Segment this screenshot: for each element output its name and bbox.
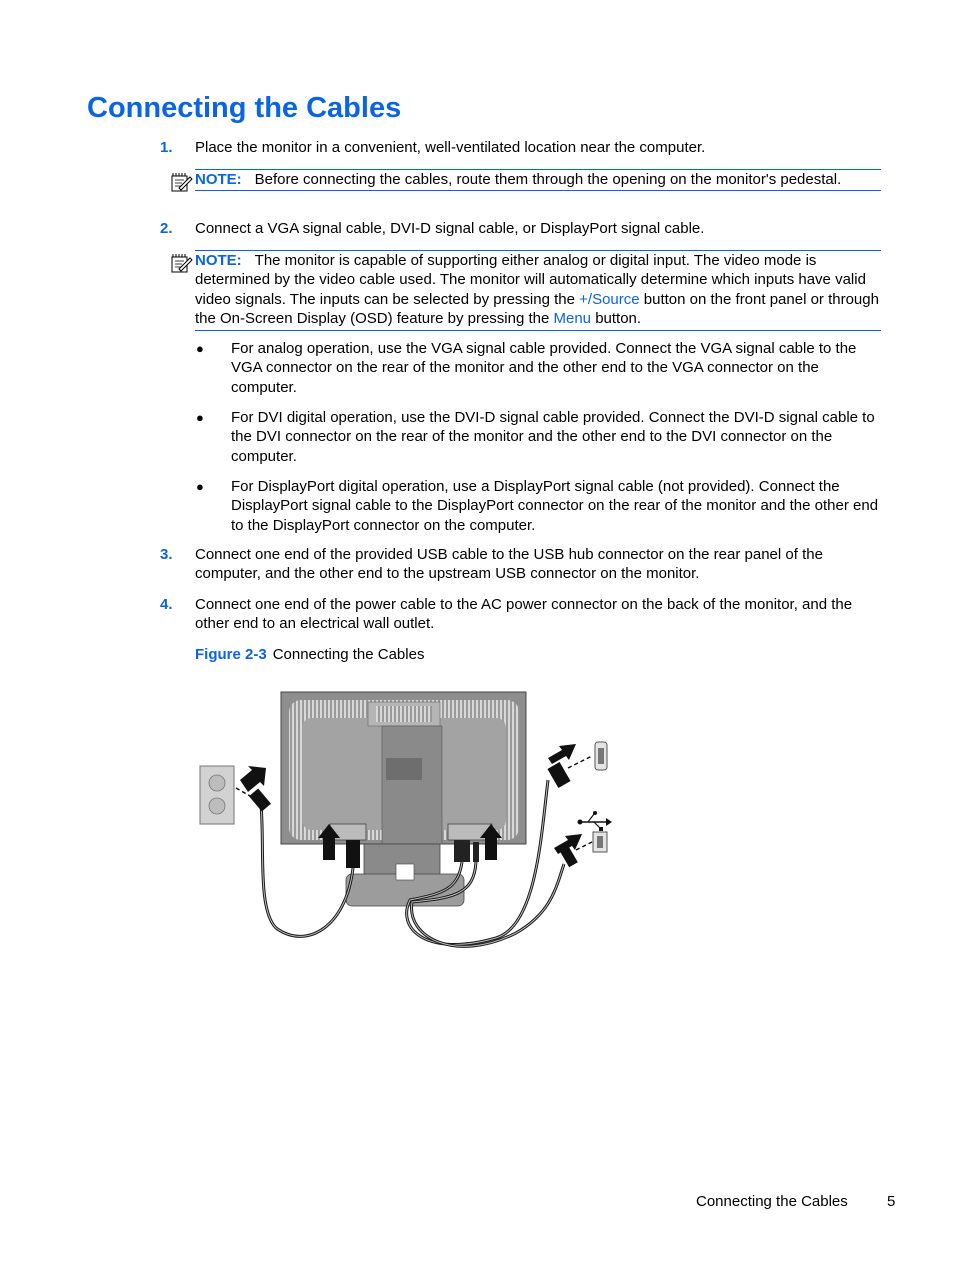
page-title: Connecting the Cables (87, 92, 402, 124)
bullet-symbol: ● (196, 341, 204, 356)
step-text-3: Connect one end of the provided USB cable to the USB hub connector on the rear panel of the computer, and the other end to the upstream USB connector on the monitor. (195, 546, 823, 583)
note-label: NOTE: (195, 252, 242, 269)
cable-connection-illustration (196, 688, 616, 978)
note-icon (170, 252, 194, 274)
step-text-1: Place the monitor in a convenient, well-ventilated location near the computer. (195, 139, 706, 156)
vga-port-icon (595, 742, 607, 770)
bullet-item-analog: For analog operation, use the VGA signal cable provided. Connect the VGA signal cable to the VGA connector on the rear of the monitor and the other end to the VGA connector on the computer. (231, 340, 857, 396)
step-number-3: 3. (160, 546, 173, 563)
power-outlet-icon (200, 766, 234, 824)
usb-port-icon (593, 832, 607, 852)
bullet-item-dvi: For DVI digital operation, use the DVI-D signal cable provided. Connect the DVI-D signal cable to the DVI connector on the rear of the monitor and the other end to the DVI connector on the computer. (231, 409, 875, 465)
footer-section-title: Connecting the Cables (696, 1193, 848, 1210)
note-text-a: The monitor is capable of supporting either analog or digital input. The video mode is determined by the video cable used. The monitor will automatically determine which inputs have valid video signals. The inputs can be selected by pressing the (195, 252, 866, 308)
note-box-2 (195, 250, 881, 331)
bullet-symbol: ● (196, 479, 204, 494)
step-text-4: Connect one end of the power cable to the AC power connector on the back of the monitor, and the other end to an electrical wall outlet. (195, 596, 853, 633)
step-number-2: 2. (160, 220, 173, 237)
source-button-link[interactable]: +/Source (579, 290, 640, 308)
menu-button-link[interactable]: Menu (553, 310, 592, 328)
note-label: NOTE: (195, 171, 242, 188)
note-icon (170, 171, 194, 193)
usb-plug (473, 842, 479, 862)
note-box-1 (195, 169, 881, 191)
step-number-4: 4. (160, 596, 173, 613)
arrow-icon (240, 766, 266, 792)
figure-caption (195, 645, 424, 664)
note-text: Before connecting the cables, route them through the opening on the monitor's pedestal. (254, 171, 842, 188)
bullet-item-displayport: For DisplayPort digital operation, use a DisplayPort signal cable (not provided). Connect the DisplayPort signal cable to the DisplayPort connector on the rear of the monitor and the other end to the DisplayPort connector on the computer. (231, 478, 879, 534)
monitor-back (281, 692, 526, 844)
note-text-c: button. (591, 310, 642, 328)
step-text-2: Connect a VGA signal cable, DVI-D signal cable, or DisplayPort signal cable. (195, 220, 705, 237)
arrow-icon (548, 744, 576, 764)
note-text-b: button on the front panel or through the On-Screen Display (OSD) feature by pressing the (195, 290, 879, 328)
bullet-symbol: ● (196, 410, 204, 425)
vga-plug (454, 840, 470, 862)
page-number: 5 (887, 1193, 896, 1210)
step-number-1: 1. (160, 139, 173, 156)
usb-icon (578, 811, 613, 831)
power-plug (346, 840, 360, 868)
figure-caption-text: Connecting the Cables (272, 646, 425, 663)
figure-label: Figure 2-3 (195, 646, 267, 663)
